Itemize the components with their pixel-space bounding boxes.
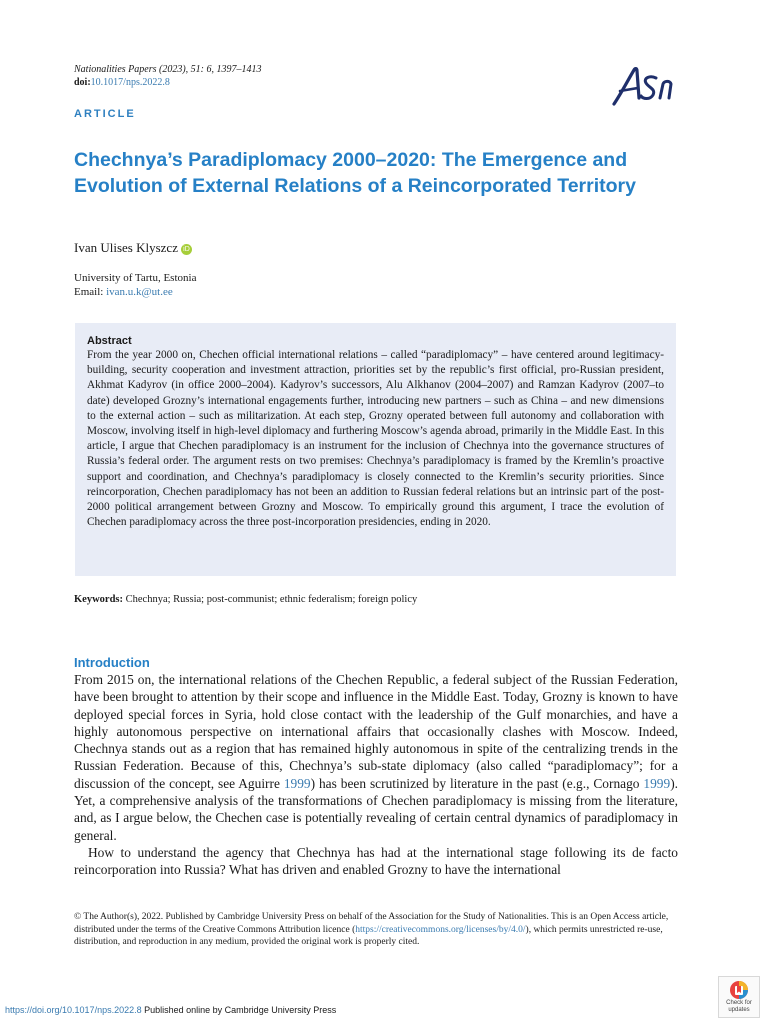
intro-paragraph-1	[74, 671, 678, 844]
abstract-box	[75, 323, 676, 576]
badge-line-1: Check for	[726, 1000, 752, 1006]
author-affiliation: University of Tartu, Estonia	[74, 272, 197, 284]
doi-line	[74, 76, 170, 89]
keywords-label: Keywords:	[74, 594, 123, 605]
doi-label: doi:	[74, 77, 91, 88]
keywords-line	[74, 593, 417, 607]
orcid-icon[interactable]: iD	[181, 244, 192, 255]
section-heading-introduction: Introduction	[74, 655, 150, 670]
asn-logo-icon	[608, 64, 680, 108]
journal-citation: Nationalities Papers (2023), 51: 6, 1397–1413	[74, 64, 262, 75]
abstract-text: From the year 2000 on, Chechen official international relations – called “paradiplomacy” – have centered around legitimacy-building, security cooperation and investment attraction, priorities set by the republic’s first official, pro-Russian president, Akhmat Kadyrov (in office 2000–2004). Kadyrov’s successors, Alu Alkhanov (2004–2007) and Ramzan Kadyrov (2007–to date) developed Grozny’s international engagements further, introducing new partners – such as China – and new dimensions to the external action – such as militarization. At each step, Grozny operated between full autonomy and collaboration with Moscow, involving itself in high-level diplomacy and furthering Moscow’s agenda abroad, primarily in the Middle East. In this article, I argue that Chechen paradiplomacy is an instrument for the inclusion of Chechnya into the governance structures of Russia’s federal order. The argument rests on two premises: Chechnya’s paradiplomacy is framed by the Kremlin’s proactive support and coordination, and Chechnya’s paradiplomacy is closely connected to the Kremlin’s security priorities. Since reincorporation, Chechen paradiplomacy has not been an addition to Russian federal relations but an intrinsic part of the post-2000 political arrangement between Grozny and Moscow. To empirically ground this argument, I trace the evolution of Chechen paradiplomacy across the three post-incorporation presidencies, ending in 2020.	[87, 349, 664, 529]
citation-link[interactable]: 1999	[283, 775, 311, 791]
doi-link[interactable]: 10.1017/nps.2022.8	[90, 77, 170, 88]
page-footer	[5, 1004, 336, 1016]
license-text: ), which permits unrestricted re-use, distribution, and reproduction in any medium, provided the original work is properly cited.	[74, 924, 663, 947]
intro-text-segment: ). Yet, a comprehensive analysis of the transformations of Chechen paradiplomacy is missing from the literature, and, as I argue below, the Chechen case is potentially revealing of certain central dynamics of paradiplomacy in general.	[74, 775, 678, 843]
author-name: Ivan Ulises Klyszcz	[74, 240, 178, 255]
article-type-label: ARTICLE	[74, 108, 136, 120]
intro-text-segment: ) has been scrutinized by literature in the past (e.g., Cornago	[310, 775, 644, 791]
keywords-list: Chechnya; Russia; post-communist; ethnic federalism; foreign policy	[125, 594, 418, 605]
email-link[interactable]: ivan.u.k@ut.ee	[106, 286, 173, 298]
intro-text-segment: From 2015 on, the international relations of the Chechen Republic, a federal subject of the Russian Federation, have been brought to attention by their scope and influence in the Middle East. Today, Grozny is known to have deployed special forces in Syria, hold close contact with the leadership of the Gulf monarchies, and have a highly autonomous perspective on international affairs that occasionally clashes with Moscow. Indeed, Chechnya stands out as a region that has remained highly autonomous in spite of the centralizing trends in the Russian Federation. Because of this, Chechnya’s sub-state diplomacy (also called “paradiplomacy”; for a discussion of the concept, see Aguirre	[74, 672, 678, 791]
author-line	[74, 240, 192, 256]
license-text: © The Author(s), 2022. Published by Cambridge University Press on behalf of the Association for the Study of Nationalities. This is an Open Access article, distributed under the terms of the Creative Commons Attribution licence (	[74, 912, 669, 935]
introduction-body	[74, 671, 678, 879]
footer-published: Published online by Cambridge University Press	[144, 1005, 337, 1015]
check-for-updates-button[interactable]	[718, 976, 760, 1018]
check-updates-icon	[729, 980, 749, 1000]
email-label: Email:	[74, 286, 104, 298]
author-email-line	[74, 285, 173, 299]
abstract-heading: Abstract	[87, 335, 132, 347]
badge-line-2: updates	[728, 1007, 750, 1013]
license-link[interactable]: https://creativecommons.org/licenses/by/4.0/	[355, 924, 526, 935]
footer-doi-link[interactable]: https://doi.org/10.1017/nps.2022.8	[5, 1005, 142, 1015]
license-notice	[74, 911, 678, 949]
citation-link[interactable]: 1999	[643, 775, 671, 791]
intro-paragraph-2: How to understand the agency that Chechnya has had at the international stage following its de facto reincorporation into Russia? What has driven and enabled Grozny to have the international	[74, 844, 678, 878]
article-title: Chechnya’s Paradiplomacy 2000–2020: The Emergence and Evolution of External Relations of a Reincorporated Territory	[74, 149, 636, 197]
